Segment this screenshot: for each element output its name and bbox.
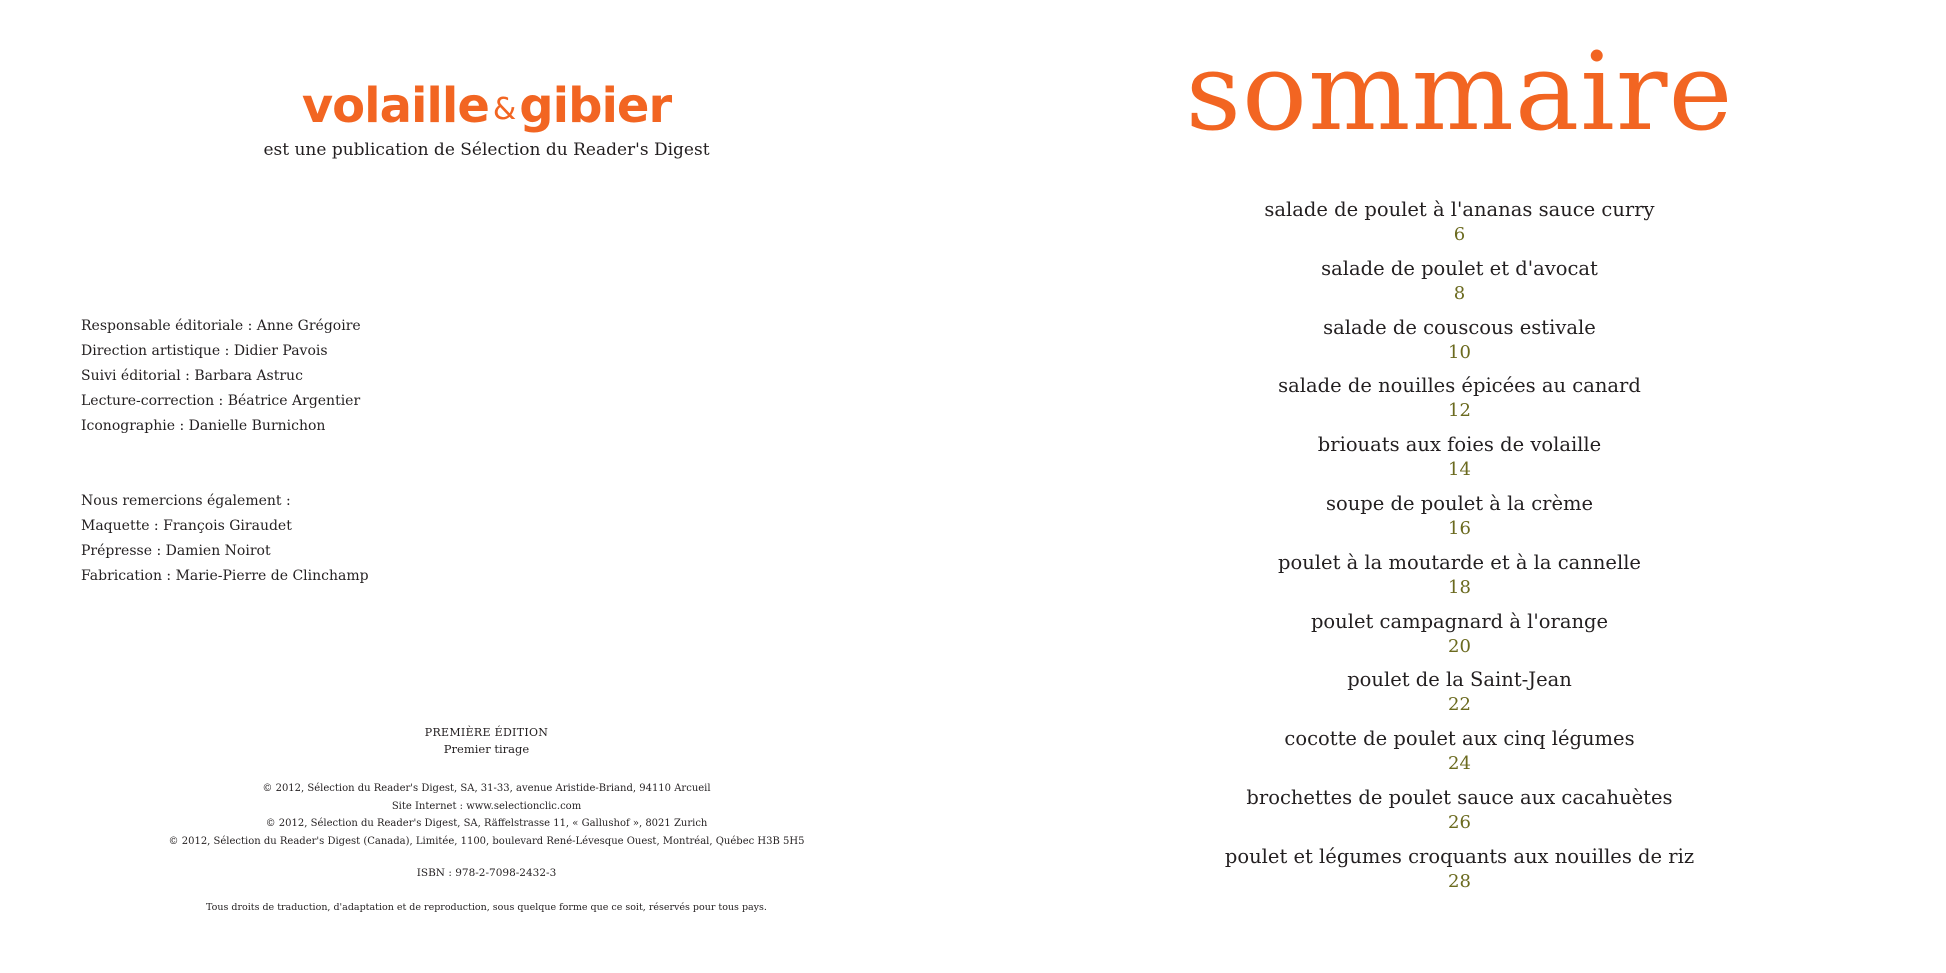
credit-line: Direction artistique : Didier Pavois [81,343,328,359]
toc-entry-page: 22 [1448,694,1471,716]
toc-entry-page: 16 [1448,517,1471,539]
isbn: ISBN : 978-2-7098-2432-3 [416,867,557,879]
toc-entry-title: salade de poulet et d'avocat [1321,256,1598,280]
credit-line: Lecture-correction : Béatrice Argentier [81,393,361,409]
thanks-line: Prépresse : Damien Noirot [81,543,271,559]
toc-entry-title: salade de couscous estivale [1323,315,1596,339]
toc-entry-page: 14 [1448,459,1471,481]
copyright-line: © 2012, Sélection du Reader's Digest (Canada), Limitée, 1100, boulevard René-Lévesque Ouest, Montréal, Québec H3B 5H5 [168,835,805,847]
toc-entry-title: poulet campagnard à l'orange [1310,609,1609,633]
toc-entry-title: salade de nouilles épicées au canard [1278,374,1641,398]
toc-entry-title: poulet de la Saint-Jean [1347,668,1572,692]
toc-entry[interactable] [973,491,1946,550]
edition-block [0,725,973,758]
rights-notice: Tous droits de traduction, d'adaptation et de reproduction, sous quelque forme que ce soit, réservés pour tous pays. [206,902,767,913]
toc-entry[interactable] [973,315,1946,374]
toc-entry[interactable] [973,785,1946,844]
contents-title: sommaire [1185,30,1734,155]
toc-entry-page: 8 [1453,282,1466,304]
toc-entry-page: 18 [1448,576,1471,598]
brand-title-part2: gibier [519,78,672,134]
toc-entry[interactable] [973,197,1946,256]
edition-subtitle: Premier tirage [443,742,530,756]
toc-entry-page: 6 [1453,224,1466,245]
toc-entry-title: salade de poulet à l'ananas sauce curry [1264,198,1655,221]
toc-entry[interactable] [973,844,1946,903]
credit-line: Responsable éditoriale : Anne Grégoire [81,318,361,334]
toc-entry-title: briouats aux foies de volaille [1317,433,1602,457]
thanks-list [81,489,369,589]
brand-title [0,78,973,134]
toc-entry-page: 24 [1448,753,1471,775]
edition-title: PREMIÈRE ÉDITION [424,726,549,739]
toc-entry-title: poulet à la moutarde et à la cannelle [1278,550,1641,574]
credit-line: Suivi éditorial : Barbara Astruc [81,368,303,384]
toc-entry[interactable] [973,432,1946,491]
right-page-contents [973,0,1946,973]
toc-entry-title: poulet et légumes croquants aux nouilles de riz [1224,844,1695,868]
toc-entry-page: 10 [1448,341,1471,363]
toc-entry-page: 12 [1448,400,1471,422]
toc-entry-page: 20 [1448,635,1471,657]
toc-entry-title: cocotte de poulet aux cinq légumes [1284,727,1635,751]
copyright-line: © 2012, Sélection du Reader's Digest, SA, Räffelstrasse 11, « Gallushof », 8021 Zurich [265,818,708,829]
brand-title-part1: volaille [301,78,489,134]
copyright-line: © 2012, Sélection du Reader's Digest, SA, 31-33, avenue Aristide-Briand, 94110 Arcueil [262,783,711,794]
copyright-block [0,780,973,850]
toc-entry-page: 26 [1448,811,1471,833]
thanks-line: Fabrication : Marie-Pierre de Clinchamp [81,568,369,584]
toc-entry[interactable] [973,667,1946,726]
credits-list [81,314,361,439]
toc-entry[interactable] [973,256,1946,315]
brand-ampersand: & [492,92,516,127]
toc-entry[interactable] [973,726,1946,785]
toc-entry[interactable] [973,550,1946,609]
toc-entry-title: brochettes de poulet sauce aux cacahuètes [1246,785,1673,809]
toc-entry-title: soupe de poulet à la crème [1325,491,1594,515]
table-of-contents [973,197,1946,903]
toc-entry[interactable] [973,373,1946,432]
thanks-line: Nous remercions également : [81,493,291,509]
brand-subtitle: est une publication de Sélection du Reader's Digest [263,140,710,160]
toc-entry-page: 28 [1448,870,1471,892]
credit-line: Iconographie : Danielle Burnichon [81,418,326,434]
website-line: Site Internet : www.selectionclic.com [391,800,582,812]
thanks-line: Maquette : François Giraudet [81,518,292,534]
toc-entry[interactable] [973,609,1946,668]
